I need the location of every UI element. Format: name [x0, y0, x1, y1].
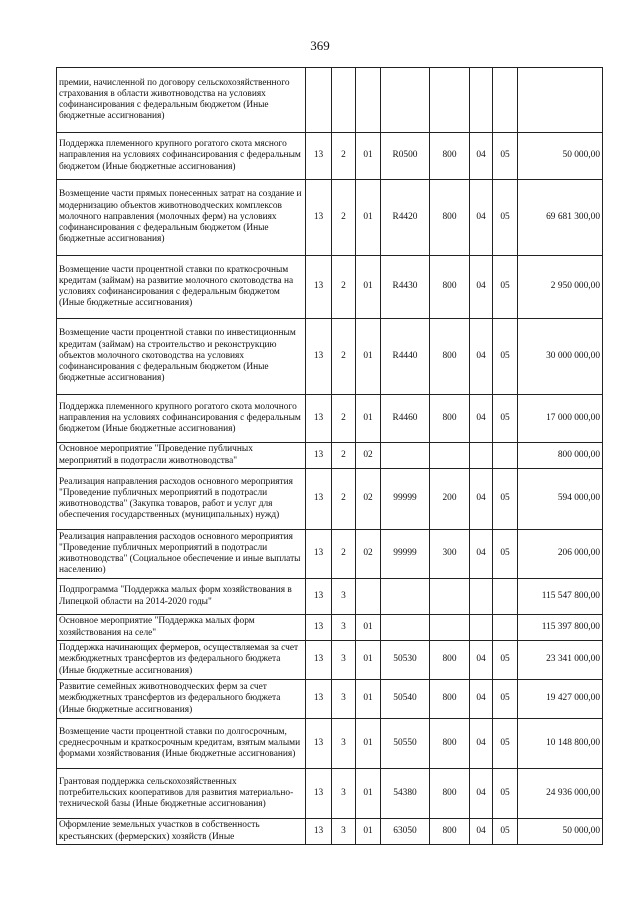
cell-amount: 24 936 000,00	[518, 769, 603, 819]
cell-amount: 10 148 800,00	[518, 719, 603, 769]
cell-ministry: 13	[306, 133, 332, 180]
cell-section: 04	[470, 256, 493, 319]
cell-ministry: 13	[306, 395, 332, 443]
cell-program: 2	[332, 319, 356, 395]
cell-program: 3	[332, 579, 356, 615]
cell-ministry: 13	[306, 256, 332, 319]
row-description: Возмещение части прямых понесенных затрат на создание и модернизацию объектов животноводческих комплексов молочного направления (молочных ферм) на условиях софинансирования с федеральным бюджетом (Иные бюджетные ассигнования)	[57, 180, 306, 256]
row-description: Основное мероприятие "Проведение публичных мероприятий в подотрасли животноводства"	[57, 443, 306, 469]
cell-expense-code	[381, 615, 430, 641]
table-row	[57, 68, 603, 133]
cell-expense-type	[430, 615, 470, 641]
cell-program: 3	[332, 641, 356, 680]
row-description: Возмещение части процентной ставки по краткосрочным кредитам (займам) на развитие молочного скотоводства на условиях софинансирования с федеральным бюджетом (Иные бюджетные ассигнования)	[57, 256, 306, 319]
cell-subprogram: 02	[356, 469, 381, 530]
cell-section: 04	[470, 819, 493, 845]
cell-subprogram: 01	[356, 819, 381, 845]
cell-subprogram: 01	[356, 615, 381, 641]
cell-expense-type: 800	[430, 395, 470, 443]
cell-expense-type: 800	[430, 769, 470, 819]
cell-expense-code: R4440	[381, 319, 430, 395]
row-description: Основное мероприятие "Поддержка малых форм хозяйствования на селе"	[57, 615, 306, 641]
cell-ministry	[306, 68, 332, 133]
cell-subsection: 05	[493, 530, 518, 579]
table-row	[57, 579, 603, 615]
cell-ministry: 13	[306, 769, 332, 819]
cell-expense-code: 54380	[381, 769, 430, 819]
cell-expense-type: 800	[430, 133, 470, 180]
cell-section	[470, 68, 493, 133]
cell-subprogram: 02	[356, 443, 381, 469]
cell-expense-code: 99999	[381, 469, 430, 530]
cell-expense-code: 50550	[381, 719, 430, 769]
cell-section: 04	[470, 530, 493, 579]
cell-amount: 23 341 000,00	[518, 641, 603, 680]
table-row	[57, 319, 603, 395]
cell-ministry: 13	[306, 819, 332, 845]
cell-subprogram: 01	[356, 319, 381, 395]
table-row	[57, 395, 603, 443]
cell-program: 3	[332, 819, 356, 845]
cell-ministry: 13	[306, 469, 332, 530]
cell-expense-type: 800	[430, 719, 470, 769]
table-row	[57, 680, 603, 719]
cell-subsection	[493, 443, 518, 469]
cell-section: 04	[470, 319, 493, 395]
cell-program: 2	[332, 133, 356, 180]
cell-subsection	[493, 579, 518, 615]
cell-amount: 2 950 000,00	[518, 256, 603, 319]
cell-subprogram: 01	[356, 769, 381, 819]
cell-expense-type	[430, 579, 470, 615]
cell-expense-code: R0500	[381, 133, 430, 180]
row-description: Возмещение части процентной ставки по долгосрочным, среднесрочным и краткосрочным кредитам, взятым малыми формами хозяйствования (Иные бюджетные ассигнования)	[57, 719, 306, 769]
cell-expense-code: R4430	[381, 256, 430, 319]
cell-expense-type: 800	[430, 180, 470, 256]
cell-expense-type: 800	[430, 319, 470, 395]
row-description: Развитие семейных животноводческих ферм за счет межбюджетных трансфертов из федерального бюджета (Иные бюджетные ассигнования)	[57, 680, 306, 719]
table-row	[57, 641, 603, 680]
cell-expense-code	[381, 443, 430, 469]
cell-ministry: 13	[306, 615, 332, 641]
cell-subsection: 05	[493, 256, 518, 319]
cell-subprogram: 01	[356, 395, 381, 443]
cell-section	[470, 579, 493, 615]
cell-amount: 19 427 000,00	[518, 680, 603, 719]
cell-section: 04	[470, 641, 493, 680]
cell-subsection	[493, 615, 518, 641]
table-row	[57, 256, 603, 319]
cell-amount	[518, 68, 603, 133]
cell-program	[332, 68, 356, 133]
cell-program: 2	[332, 256, 356, 319]
cell-section: 04	[470, 395, 493, 443]
cell-subsection: 05	[493, 395, 518, 443]
table-row	[57, 819, 603, 845]
table-row	[57, 133, 603, 180]
cell-section	[470, 615, 493, 641]
row-description: Поддержка начинающих фермеров, осуществляемая за счет межбюджетных трансфертов из федерального бюджета (Иные бюджетные ассигнования)	[57, 641, 306, 680]
cell-subsection: 05	[493, 319, 518, 395]
cell-amount: 800 000,00	[518, 443, 603, 469]
cell-subprogram: 01	[356, 641, 381, 680]
table-row	[57, 180, 603, 256]
cell-expense-type	[430, 443, 470, 469]
table-row	[57, 719, 603, 769]
cell-subsection: 05	[493, 180, 518, 256]
cell-section: 04	[470, 680, 493, 719]
cell-amount: 50 000,00	[518, 133, 603, 180]
cell-amount: 115 397 800,00	[518, 615, 603, 641]
table-row	[57, 530, 603, 579]
table-row	[57, 469, 603, 530]
cell-program: 2	[332, 443, 356, 469]
cell-subsection: 05	[493, 819, 518, 845]
cell-subsection: 05	[493, 133, 518, 180]
cell-section	[470, 443, 493, 469]
cell-subprogram: 01	[356, 256, 381, 319]
page-number: 369	[310, 38, 330, 53]
cell-expense-type: 300	[430, 530, 470, 579]
cell-expense-code: R4460	[381, 395, 430, 443]
cell-subsection: 05	[493, 680, 518, 719]
cell-section: 04	[470, 719, 493, 769]
cell-ministry: 13	[306, 680, 332, 719]
table-row	[57, 443, 603, 469]
cell-program: 2	[332, 180, 356, 256]
cell-subprogram: 01	[356, 133, 381, 180]
cell-expense-code	[381, 68, 430, 133]
cell-amount: 17 000 000,00	[518, 395, 603, 443]
cell-amount: 69 681 300,00	[518, 180, 603, 256]
cell-subsection: 05	[493, 719, 518, 769]
cell-program: 3	[332, 680, 356, 719]
cell-program: 2	[332, 469, 356, 530]
cell-program: 3	[332, 719, 356, 769]
row-description: Оформление земельных участков в собственность крестьянских (фермерских) хозяйств (Иные	[57, 819, 306, 845]
table-row	[57, 769, 603, 819]
cell-expense-code: R4420	[381, 180, 430, 256]
cell-subsection	[493, 68, 518, 133]
cell-expense-type: 800	[430, 256, 470, 319]
row-description: Возмещение части процентной ставки по инвестиционным кредитам (займам) на строительство и реконструкцию объектов молочного скотоводства на условиях софинансирования с федеральным бюджетом (Иные бюджетные ассигнования)	[57, 319, 306, 395]
cell-expense-type	[430, 68, 470, 133]
cell-subsection: 05	[493, 769, 518, 819]
cell-expense-type: 200	[430, 469, 470, 530]
row-description: Поддержка племенного крупного рогатого скота молочного направления на условиях софинансирования с федеральным бюджетом (Иные бюджетные ассигнования)	[57, 395, 306, 443]
row-description: Реализация направления расходов основного мероприятия "Проведение публичных мероприятий в подотрасли животноводства" (Закупка товаров, работ и услуг для обеспечения государственных (муниципальных) нужд)	[57, 469, 306, 530]
cell-amount: 50 000,00	[518, 819, 603, 845]
cell-subprogram	[356, 68, 381, 133]
table-row	[57, 615, 603, 641]
cell-ministry: 13	[306, 180, 332, 256]
cell-expense-code: 50540	[381, 680, 430, 719]
cell-subprogram: 01	[356, 180, 381, 256]
cell-subsection: 05	[493, 469, 518, 530]
cell-expense-code: 50530	[381, 641, 430, 680]
cell-expense-type: 800	[430, 819, 470, 845]
budget-table-body	[57, 68, 603, 845]
cell-subprogram	[356, 579, 381, 615]
cell-subprogram: 01	[356, 719, 381, 769]
row-description: Грантовая поддержка сельскохозяйственных потребительских кооперативов для развития материально-технической базы (Иные бюджетные ассигнования)	[57, 769, 306, 819]
row-description: Подпрограмма "Поддержка малых форм хозяйствования в Липецкой области на 2014-2020 годы"	[57, 579, 306, 615]
cell-section: 04	[470, 469, 493, 530]
cell-section: 04	[470, 133, 493, 180]
cell-expense-code: 63050	[381, 819, 430, 845]
cell-subprogram: 02	[356, 530, 381, 579]
cell-expense-type: 800	[430, 680, 470, 719]
cell-ministry: 13	[306, 579, 332, 615]
cell-ministry: 13	[306, 530, 332, 579]
cell-ministry: 13	[306, 319, 332, 395]
cell-program: 3	[332, 769, 356, 819]
cell-expense-code: 99999	[381, 530, 430, 579]
cell-amount: 206 000,00	[518, 530, 603, 579]
cell-ministry: 13	[306, 719, 332, 769]
cell-ministry: 13	[306, 641, 332, 680]
cell-section: 04	[470, 180, 493, 256]
row-description: Поддержка племенного крупного рогатого скота мясного направления на условиях софинансирования с федеральным бюджетом (Иные бюджетные ассигнования)	[57, 133, 306, 180]
cell-amount: 30 000 000,00	[518, 319, 603, 395]
cell-expense-type: 800	[430, 641, 470, 680]
row-description: премии, начисленной по договору сельскохозяйственного страхования в области животноводства на условиях софинансирования с федеральным бюджетом (Иные бюджетные ассигнования)	[57, 68, 306, 133]
cell-amount: 594 000,00	[518, 469, 603, 530]
cell-program: 2	[332, 530, 356, 579]
cell-program: 3	[332, 615, 356, 641]
cell-section: 04	[470, 769, 493, 819]
cell-program: 2	[332, 395, 356, 443]
cell-amount: 115 547 800,00	[518, 579, 603, 615]
cell-subprogram: 01	[356, 680, 381, 719]
cell-expense-code	[381, 579, 430, 615]
row-description: Реализация направления расходов основного мероприятия "Проведение публичных мероприятий в подотрасли животноводства" (Социальное обеспечение и иные выплаты населению)	[57, 530, 306, 579]
cell-ministry: 13	[306, 443, 332, 469]
budget-table	[56, 67, 603, 845]
cell-subsection: 05	[493, 641, 518, 680]
